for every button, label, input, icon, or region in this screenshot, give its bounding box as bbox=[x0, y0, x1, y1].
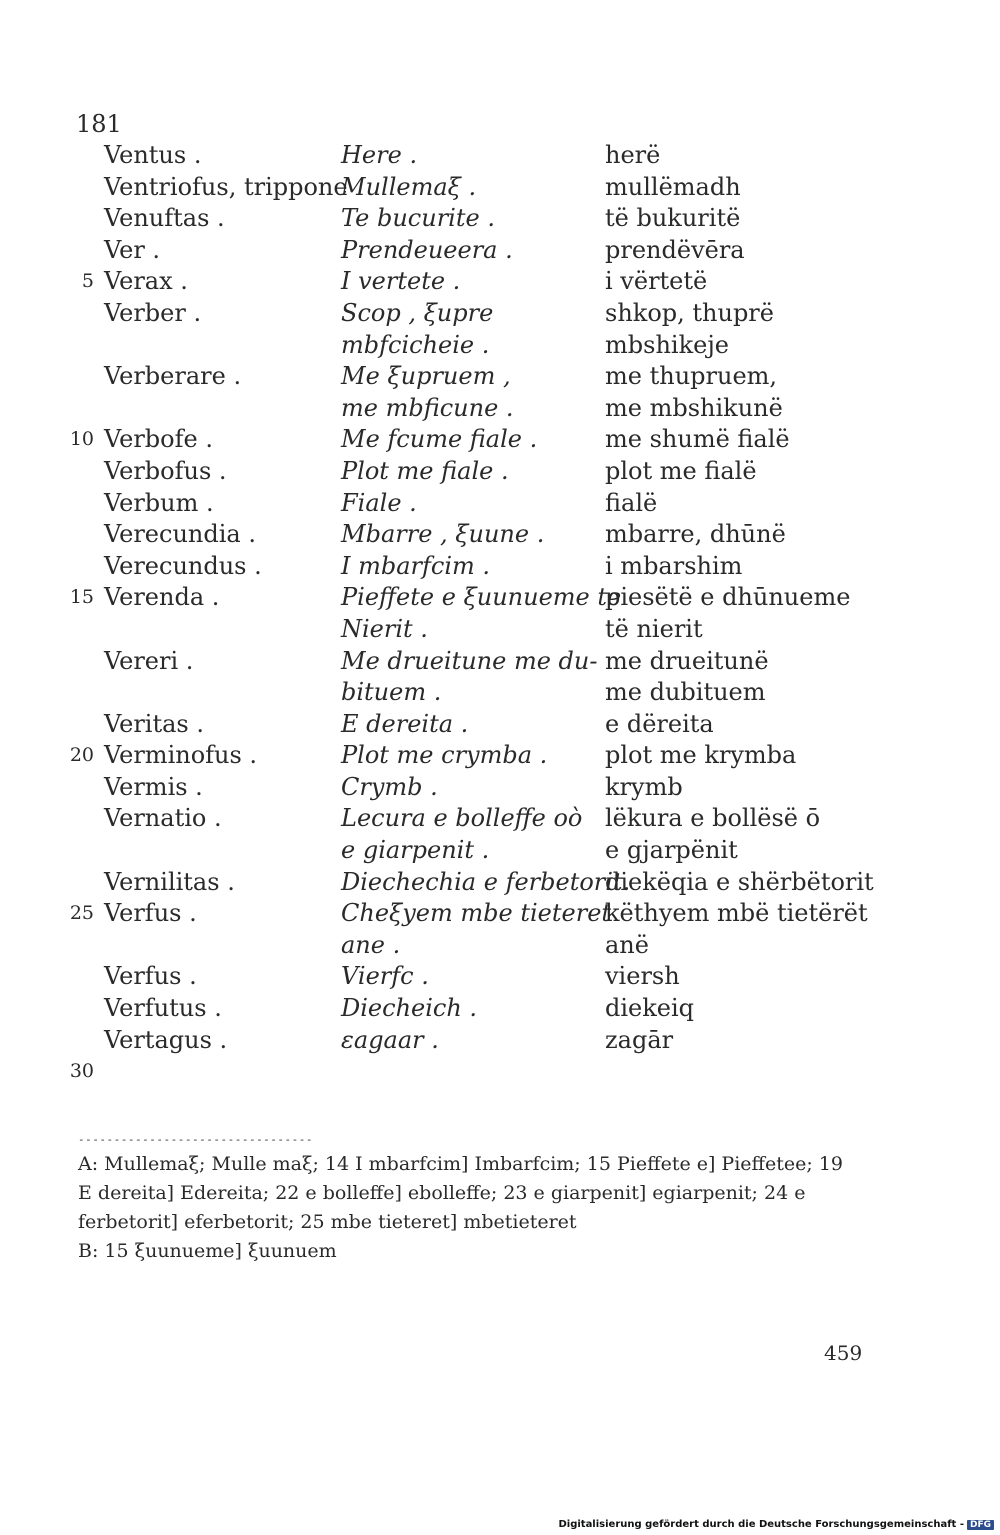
original-translation: Prendeueera . bbox=[341, 235, 513, 264]
modern-transcription: diekëqia e shërbëtorit bbox=[605, 867, 874, 896]
modern-transcription: herë bbox=[605, 141, 661, 169]
modern-transcription: plot me fialë bbox=[605, 456, 757, 485]
original-translation: Nierit . bbox=[341, 614, 428, 643]
line-number: 10 bbox=[69, 428, 94, 451]
latin-term: Verfus . bbox=[104, 899, 197, 928]
modern-transcription: diekeiq bbox=[605, 994, 695, 1023]
original-translation: ane . bbox=[341, 930, 401, 959]
entry-row bbox=[0, 740, 1000, 772]
latin-term: Verfutus . bbox=[104, 994, 222, 1023]
entry-row bbox=[0, 930, 1000, 962]
dfg-logo: DFG bbox=[967, 1520, 994, 1530]
original-translation: Fiale . bbox=[341, 488, 417, 517]
latin-term: Verecundus . bbox=[104, 551, 262, 580]
entry-row bbox=[0, 298, 1000, 330]
latin-term: Veritas . bbox=[104, 709, 205, 738]
modern-transcription: lëkura e bollësë ō bbox=[605, 804, 821, 833]
original-translation: e giarpenit . bbox=[341, 836, 490, 865]
entry-row bbox=[0, 898, 1000, 930]
entry-row bbox=[0, 266, 1000, 298]
entry-row bbox=[0, 393, 1000, 425]
line-number: 30 bbox=[69, 1060, 94, 1083]
entry-row bbox=[0, 961, 1000, 993]
original-translation: Here . bbox=[341, 141, 418, 169]
funding-footer bbox=[558, 1519, 994, 1530]
critical-apparatus bbox=[78, 1150, 878, 1266]
latin-term: Vernatio . bbox=[104, 804, 222, 833]
entry-row bbox=[0, 551, 1000, 583]
original-translation: Crymb . bbox=[341, 772, 438, 801]
entry-row bbox=[0, 835, 1000, 867]
latin-term: Vereri . bbox=[104, 646, 194, 675]
latin-term: Ver . bbox=[104, 235, 161, 264]
original-translation: Lecura e bolleffe oò bbox=[341, 804, 583, 833]
entry-row bbox=[0, 1025, 1000, 1057]
original-translation: Vierfc . bbox=[341, 962, 429, 991]
modern-transcription: shkop, thuprë bbox=[605, 298, 774, 327]
entry-row bbox=[0, 361, 1000, 393]
modern-transcription: i mbarshim bbox=[605, 551, 743, 580]
line-number: 20 bbox=[69, 744, 94, 767]
original-translation: Mullemaξ . bbox=[341, 172, 477, 201]
entry-row bbox=[0, 614, 1000, 646]
modern-transcription: me mbshikunë bbox=[605, 393, 783, 422]
entry-row bbox=[0, 582, 1000, 614]
original-translation: εagaar . bbox=[341, 1025, 439, 1054]
entry-row bbox=[0, 330, 1000, 362]
latin-term: Vernilitas . bbox=[104, 867, 235, 896]
latin-term: Ventus . bbox=[104, 141, 202, 169]
modern-transcription: viersh bbox=[605, 962, 680, 991]
entry-row bbox=[0, 677, 1000, 709]
original-translation: Pieffete e ξuunueme te bbox=[341, 583, 622, 612]
note-line: E dereita] Edereita; 22 e bolleffe] ebolleffe; 23 e giarpenit] egiarpenit; 24 e bbox=[78, 1182, 806, 1204]
latin-term: Verberare . bbox=[104, 362, 242, 391]
entry-row bbox=[0, 1056, 1000, 1088]
page-number: 459 bbox=[824, 1341, 863, 1365]
original-translation: mbfcicheie . bbox=[341, 330, 490, 359]
original-translation: Me ξupruem , bbox=[341, 362, 511, 391]
original-translation: Scop , ξupre bbox=[341, 298, 494, 327]
entry-row bbox=[0, 772, 1000, 804]
entry-row bbox=[0, 993, 1000, 1025]
line-number: 5 bbox=[81, 270, 94, 293]
modern-transcription: e gjarpënit bbox=[605, 836, 738, 865]
original-translation: Me drueitune me du- bbox=[341, 646, 598, 675]
glossary-entries bbox=[0, 140, 1000, 1088]
original-translation: Plot me crymba . bbox=[341, 741, 548, 770]
original-translation: I vertete . bbox=[341, 267, 461, 296]
modern-transcription: plot me krymba bbox=[605, 741, 797, 770]
note-line: ferbetorit] eferbetorit; 25 mbe tieteret] mbetieteret bbox=[78, 1211, 577, 1233]
entry-row bbox=[0, 803, 1000, 835]
modern-transcription: anë bbox=[605, 930, 649, 959]
note-line: A: Mullemaξ; Mulle maξ; 14 I mbarfcim] Imbarfcim; 15 Pieffete e] Pieffetee; 19 bbox=[78, 1153, 844, 1175]
modern-transcription: zagār bbox=[605, 1025, 674, 1054]
latin-term: Verenda . bbox=[104, 583, 220, 612]
entry-row bbox=[0, 488, 1000, 520]
latin-term: Venuftas . bbox=[104, 204, 225, 233]
latin-term: Vermis . bbox=[104, 772, 203, 801]
entry-row bbox=[0, 456, 1000, 488]
line-number: 25 bbox=[69, 902, 94, 925]
modern-transcription: prendëvēra bbox=[605, 235, 745, 264]
original-translation: me mbficune . bbox=[341, 393, 514, 422]
original-translation: bituem . bbox=[341, 678, 442, 707]
entry-row bbox=[0, 140, 1000, 172]
latin-term: Vertagus . bbox=[104, 1025, 228, 1054]
modern-transcription: fialë bbox=[605, 488, 658, 517]
entry-row bbox=[0, 709, 1000, 741]
entry-row bbox=[0, 424, 1000, 456]
line-number: 15 bbox=[69, 586, 94, 609]
modern-transcription: piesëtë e dhūnueme bbox=[605, 583, 851, 612]
modern-transcription: këthyem mbë tietërët bbox=[605, 899, 868, 928]
modern-transcription: të nierit bbox=[605, 614, 703, 643]
footer-text: Digitalisierung gefördert durch die Deutsche Forschungsgemeinschaft - bbox=[558, 1519, 964, 1530]
modern-transcription: i vërtetë bbox=[605, 267, 708, 296]
latin-term: Verax . bbox=[104, 267, 188, 296]
original-translation: Cheξyem mbe tieteret bbox=[341, 899, 612, 928]
entry-row bbox=[0, 519, 1000, 551]
original-translation: Diecheich . bbox=[341, 994, 478, 1023]
latin-term: Verfus . bbox=[104, 962, 197, 991]
entry-row bbox=[0, 172, 1000, 204]
original-translation: Me fcume fiale . bbox=[341, 425, 538, 454]
original-translation: E dereita . bbox=[341, 709, 469, 738]
original-translation: Plot me fiale . bbox=[341, 456, 509, 485]
entry-row bbox=[0, 646, 1000, 678]
modern-transcription: mullëmadh bbox=[605, 172, 741, 201]
latin-term: Verbum . bbox=[104, 488, 214, 517]
modern-transcription: me thupruem, bbox=[605, 362, 778, 391]
latin-term: Verminofus . bbox=[104, 741, 258, 770]
latin-term: Verbofe . bbox=[104, 425, 213, 454]
modern-transcription: e dëreita bbox=[605, 709, 714, 738]
page-header-number: 181 bbox=[76, 110, 122, 138]
latin-term: Verber . bbox=[104, 298, 202, 327]
entry-row bbox=[0, 203, 1000, 235]
note-line: B: 15 ξuunueme] ξuunuem bbox=[78, 1240, 337, 1262]
modern-transcription: krymb bbox=[605, 772, 683, 801]
notes-divider: --------------------------------- bbox=[78, 1133, 314, 1146]
original-translation: Te bucurite . bbox=[341, 204, 495, 233]
original-translation: I mbarfcim . bbox=[341, 551, 491, 580]
original-translation: Diechechia e ferbetorit. bbox=[341, 867, 631, 896]
original-translation: Mbarre , ξuune . bbox=[341, 520, 545, 549]
modern-transcription: me shumë fialë bbox=[605, 425, 790, 454]
latin-term: Verecundia . bbox=[104, 520, 256, 549]
latin-term: Ventriofus, trippone bbox=[104, 172, 348, 201]
modern-transcription: me dubituem bbox=[605, 678, 766, 707]
modern-transcription: mbshikeje bbox=[605, 330, 729, 359]
modern-transcription: mbarre, dhūnë bbox=[605, 520, 786, 549]
modern-transcription: me drueitunë bbox=[605, 646, 769, 675]
latin-term: Verbofus . bbox=[104, 456, 227, 485]
entry-row bbox=[0, 867, 1000, 899]
entry-row bbox=[0, 235, 1000, 267]
modern-transcription: të bukuritë bbox=[605, 204, 741, 233]
